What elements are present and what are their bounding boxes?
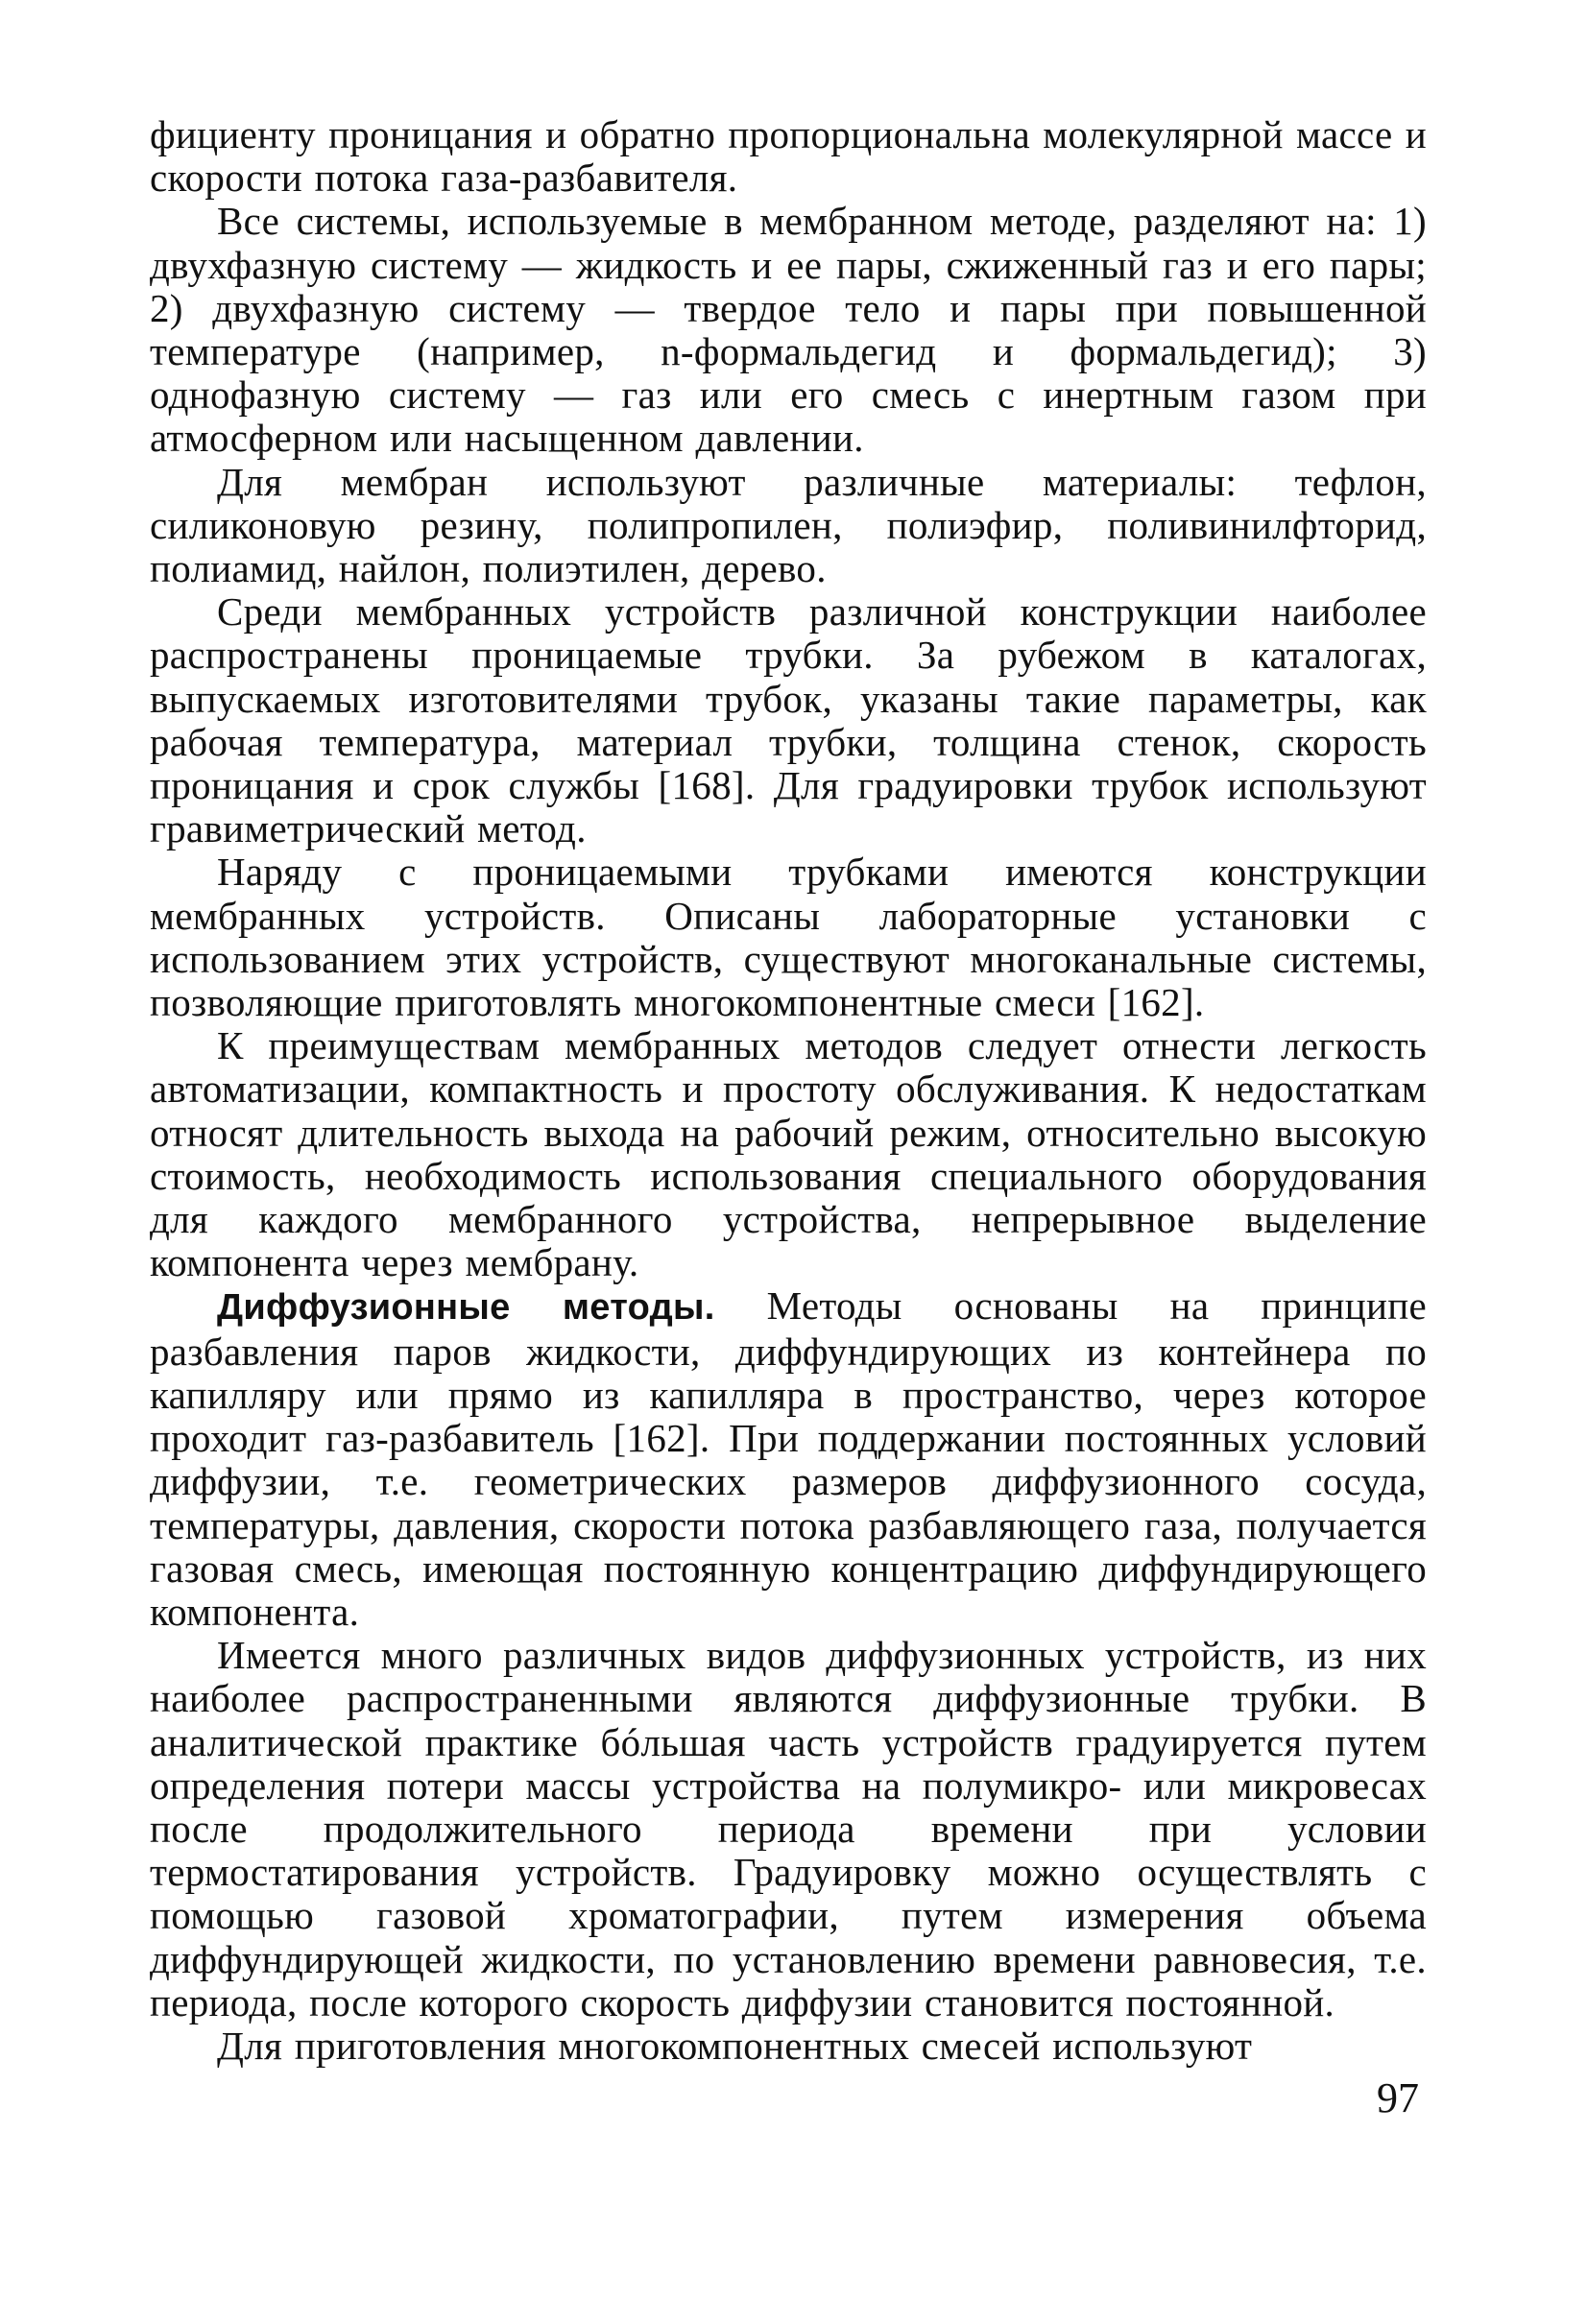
paragraph-last: Для приготовления многокомпонентных смесей используют — [217, 2023, 1253, 2068]
page-number: 97 — [1377, 2074, 1419, 2121]
paragraph-continuation: фициенту проницания и обратно пропорциональна молекулярной массе и скорости потока газа-разбавителя. — [150, 112, 1427, 201]
paragraph-constructions: Наряду с проницаемыми трубками имеются конструкции мембранных устройств. Описаны лабораторные установки с использованием этих устройств, существуют многоканальные системы, позволяющие приготовлять многокомпонентные смеси [162]. — [150, 850, 1427, 1025]
paragraph-tubes: Среди мембранных устройств различной конструкции наиболее распространены проницаемые трубки. За рубежом в каталогах, выпускаемых изготовителями трубок, указаны такие параметры, как рабочая температура, материал трубки, толщина стенок, скорость проницания и срок службы [168]. Для градуировки трубок используют гравиметрический метод. — [150, 589, 1427, 851]
paragraph-systems: Все системы, используемые в мембранном методе, разделяют на: 1) двухфазную систему — жидкость и ее пары, сжиженный газ и его пары; 2) двухфазную систему — твердое тело и пары при повышенной температуре (например, n-формальдегид и формальдегид); 3) однофазную систему — газ или его смесь с инертным газом при атмосферном или насыщенном давлении. — [150, 199, 1427, 461]
paragraph-advantages: К преимуществам мембранных методов следует отнести легкость автоматизации, компактность и простоту обслуживания. К недостаткам относят длительность выхода на рабочий режим, относительно высокую стоимость, необходимость использования специального оборудования для каждого мембранного устройства, непрерывное выделение компонента через мембрану. — [150, 1023, 1427, 1285]
section-lead-heading: Диффузионные методы. — [217, 1287, 715, 1329]
paragraph-diffusion — [150, 1284, 1427, 1634]
body-text — [150, 113, 1427, 2068]
paragraph-materials: Для мембран используют различные материалы: тефлон, силиконовую резину, полипропилен, полиэфир, поливинилфторид, полиамид, найлон, полиэтилен, дерево. — [150, 459, 1427, 591]
diffusion-text: Методы основаны на принципе разбавления паров жидкости, диффундирующих из контейнера по капилляру или прямо из капилляра в пространство, через которое проходит газ-разбавитель [162]. При поддержании постоянных условий диффузии, т.е. геометрических размеров диффузионного сосуда, температуры, давления, скорости потока разбавляющего газа, получается газовая смесь, имеющая постоянную концентрацию диффундирующего компонента. — [150, 1283, 1427, 1634]
paragraph-devices: Имеется много различных видов диффузионных устройств, из них наиболее распространенными являются диффузионные трубки. В аналитической практике бóльшая часть устройств градуируется путем определения потери массы устройства на полумикро- или микровесах после продолжительного периода времени при условии термостатирования устройств. Градуировку можно осуществлять с помощью газовой хроматографии, путем измерения объема диффундирующей жидкости, по установлению времени равновесия, т.е. периода, после которого скорость диффузии становится постоянной. — [150, 1633, 1427, 2025]
